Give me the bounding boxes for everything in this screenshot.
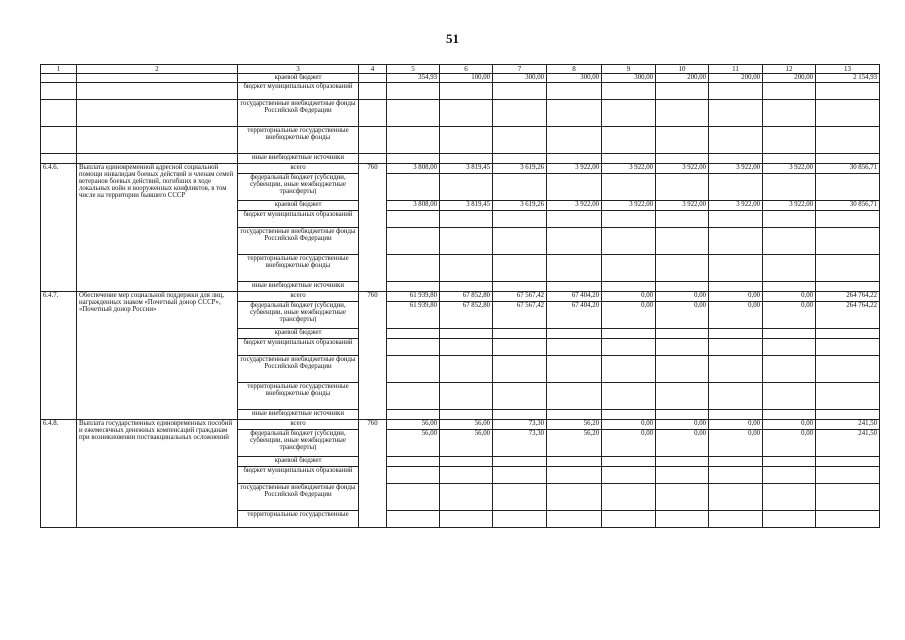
item-name: [77, 74, 238, 83]
value-cell: [440, 174, 493, 201]
value-cell: [816, 356, 880, 383]
column-header: 12: [763, 65, 816, 74]
value-cell: [547, 383, 602, 410]
column-header: 10: [656, 65, 709, 74]
executor-code: 760: [359, 164, 387, 292]
value-cell: [602, 100, 656, 127]
table-row: [41, 154, 880, 164]
column-header: 4: [359, 65, 387, 74]
value-cell: [440, 484, 493, 511]
value-cell: [547, 228, 602, 255]
value-cell: [709, 282, 763, 292]
funding-source: всего: [238, 292, 359, 302]
value-cell: [656, 100, 709, 127]
value-cell: [709, 467, 763, 484]
value-cell: [440, 329, 493, 339]
value-cell: 0,00: [709, 420, 763, 430]
value-cell: [602, 211, 656, 228]
value-cell: 3 922,00: [602, 201, 656, 211]
value-cell: 3 922,00: [547, 201, 602, 211]
funding-source: федеральный бюджет (субсидии, субвенции, иные межбюджетные трансферты): [238, 430, 359, 457]
value-cell: [547, 282, 602, 292]
value-cell: 67 404,20: [547, 302, 602, 329]
value-cell: [763, 211, 816, 228]
value-cell: 2 154,93: [816, 74, 880, 83]
value-cell: 73,30: [493, 430, 547, 457]
column-header: 11: [709, 65, 763, 74]
value-cell: [709, 127, 763, 154]
table-row: [41, 292, 880, 302]
value-cell: [387, 511, 440, 528]
funding-source: бюджет муниципальных образований: [238, 339, 359, 356]
value-cell: [387, 83, 440, 100]
value-cell: [602, 410, 656, 420]
value-cell: [493, 339, 547, 356]
value-cell: [440, 339, 493, 356]
value-cell: [709, 383, 763, 410]
value-cell: 0,00: [656, 420, 709, 430]
value-cell: [656, 282, 709, 292]
value-cell: [656, 383, 709, 410]
value-cell: 67 404,20: [547, 292, 602, 302]
value-cell: [547, 457, 602, 467]
item-code: [41, 154, 77, 164]
value-cell: [493, 484, 547, 511]
column-header: 3: [238, 65, 359, 74]
value-cell: [816, 457, 880, 467]
table-row: [41, 83, 880, 100]
value-cell: 67 852,80: [440, 302, 493, 329]
value-cell: [763, 484, 816, 511]
funding-source: всего: [238, 420, 359, 430]
value-cell: 3 808,00: [387, 201, 440, 211]
value-cell: 56,00: [387, 420, 440, 430]
executor-code: 760: [359, 292, 387, 420]
value-cell: [763, 282, 816, 292]
funding-source: территориальные государственные внебюджетные фонды: [238, 383, 359, 410]
value-cell: [547, 484, 602, 511]
value-cell: 3 819,45: [440, 164, 493, 174]
value-cell: [656, 127, 709, 154]
value-cell: [387, 356, 440, 383]
value-cell: 0,00: [656, 430, 709, 457]
value-cell: [547, 511, 602, 528]
value-cell: 3 619,26: [493, 164, 547, 174]
value-cell: [547, 100, 602, 127]
budget-table: [40, 64, 880, 528]
value-cell: 56,00: [387, 430, 440, 457]
value-cell: [656, 339, 709, 356]
value-cell: [387, 282, 440, 292]
value-cell: [656, 174, 709, 201]
value-cell: [547, 211, 602, 228]
value-cell: [440, 228, 493, 255]
value-cell: 241,50: [816, 420, 880, 430]
value-cell: [493, 356, 547, 383]
value-cell: [547, 467, 602, 484]
item-name: [77, 100, 238, 127]
table-row: [41, 420, 880, 430]
value-cell: [709, 329, 763, 339]
value-cell: 200,00: [656, 74, 709, 83]
value-cell: 354,93: [387, 74, 440, 83]
value-cell: [602, 467, 656, 484]
value-cell: 3 922,00: [547, 164, 602, 174]
value-cell: 100,00: [440, 74, 493, 83]
value-cell: 300,00: [493, 74, 547, 83]
value-cell: [602, 329, 656, 339]
value-cell: [493, 410, 547, 420]
value-cell: [709, 511, 763, 528]
column-header: 7: [493, 65, 547, 74]
item-name: [77, 83, 238, 100]
value-cell: [816, 383, 880, 410]
value-cell: [816, 467, 880, 484]
item-name: Обеспечение мер социальной поддержки для лиц, награжденных знаком «Почетный донор СССР», «Почетный донор России»: [77, 292, 238, 420]
value-cell: [816, 83, 880, 100]
value-cell: 0,00: [656, 292, 709, 302]
value-cell: [709, 255, 763, 282]
value-cell: [602, 511, 656, 528]
value-cell: [440, 467, 493, 484]
value-cell: [656, 457, 709, 467]
funding-source: бюджет муниципальных образований: [238, 211, 359, 228]
value-cell: 3 922,00: [602, 164, 656, 174]
funding-source: бюджет муниципальных образований: [238, 83, 359, 100]
value-cell: [709, 154, 763, 164]
value-cell: 200,00: [763, 74, 816, 83]
value-cell: [602, 383, 656, 410]
value-cell: [493, 100, 547, 127]
funding-source: федеральный бюджет (субсидии, субвенции, иные межбюджетные трансферты): [238, 174, 359, 201]
value-cell: 264 764,22: [816, 302, 880, 329]
value-cell: 264 764,22: [816, 292, 880, 302]
item-name: [77, 127, 238, 154]
funding-source: иные внебюджетные источники: [238, 282, 359, 292]
item-code: 6.4.7.: [41, 292, 77, 420]
value-cell: [656, 484, 709, 511]
value-cell: [493, 174, 547, 201]
value-cell: [763, 511, 816, 528]
value-cell: [816, 127, 880, 154]
value-cell: [709, 100, 763, 127]
value-cell: 67 567,42: [493, 292, 547, 302]
value-cell: 0,00: [709, 430, 763, 457]
value-cell: [547, 356, 602, 383]
value-cell: [387, 154, 440, 164]
table-row: [41, 127, 880, 154]
value-cell: [440, 457, 493, 467]
value-cell: 241,50: [816, 430, 880, 457]
value-cell: 56,20: [547, 420, 602, 430]
value-cell: [440, 83, 493, 100]
value-cell: [387, 467, 440, 484]
item-code: [41, 83, 77, 100]
value-cell: 0,00: [602, 302, 656, 329]
funding-source: территориальные государственные: [238, 511, 359, 528]
value-cell: [656, 511, 709, 528]
value-cell: [493, 83, 547, 100]
funding-source: краевой бюджет: [238, 457, 359, 467]
page-number: 51: [446, 31, 459, 46]
value-cell: [709, 484, 763, 511]
item-code: [41, 74, 77, 83]
value-cell: [816, 174, 880, 201]
value-cell: [656, 467, 709, 484]
table-row: [41, 74, 880, 83]
value-cell: 56,20: [547, 430, 602, 457]
value-cell: [493, 127, 547, 154]
value-cell: [709, 356, 763, 383]
column-header: 2: [77, 65, 238, 74]
value-cell: [816, 154, 880, 164]
column-header: 5: [387, 65, 440, 74]
item-code: [41, 100, 77, 127]
value-cell: [763, 383, 816, 410]
value-cell: [763, 329, 816, 339]
value-cell: [763, 154, 816, 164]
value-cell: [387, 211, 440, 228]
value-cell: [602, 127, 656, 154]
funding-source: краевой бюджет: [238, 74, 359, 83]
value-cell: [547, 255, 602, 282]
value-cell: [602, 356, 656, 383]
header-row: [41, 65, 880, 74]
value-cell: [440, 127, 493, 154]
value-cell: [763, 356, 816, 383]
value-cell: [656, 255, 709, 282]
value-cell: [602, 339, 656, 356]
value-cell: [602, 228, 656, 255]
value-cell: [763, 410, 816, 420]
value-cell: 300,00: [547, 74, 602, 83]
value-cell: 300,00: [602, 74, 656, 83]
value-cell: [602, 457, 656, 467]
executor-code: [359, 154, 387, 164]
value-cell: [387, 410, 440, 420]
value-cell: [387, 100, 440, 127]
funding-source: государственные внебюджетные фонды Российской Федерации: [238, 356, 359, 383]
value-cell: [440, 356, 493, 383]
value-cell: [709, 410, 763, 420]
funding-source: территориальные государственные внебюджетные фонды: [238, 255, 359, 282]
value-cell: 3 619,26: [493, 201, 547, 211]
value-cell: [547, 410, 602, 420]
value-cell: [387, 484, 440, 511]
executor-code: [359, 100, 387, 127]
value-cell: 200,00: [709, 74, 763, 83]
value-cell: [709, 228, 763, 255]
item-code: 6.4.6.: [41, 164, 77, 292]
value-cell: [547, 127, 602, 154]
value-cell: 3 922,00: [656, 201, 709, 211]
value-cell: [547, 83, 602, 100]
value-cell: [493, 282, 547, 292]
column-header: 8: [547, 65, 602, 74]
item-name: Выплата государственных единовременных пособий и ежемесячных денежных компенсаций гражданам при возникновении поствакцинальных осложнений: [77, 420, 238, 528]
value-cell: [816, 329, 880, 339]
value-cell: [763, 127, 816, 154]
value-cell: [816, 100, 880, 127]
value-cell: 67 567,42: [493, 302, 547, 329]
value-cell: [709, 339, 763, 356]
value-cell: [816, 511, 880, 528]
value-cell: 3 922,00: [656, 164, 709, 174]
table-row: [41, 100, 880, 127]
column-header: 13: [816, 65, 880, 74]
funding-source: территориальные государственные внебюджетные фонды: [238, 127, 359, 154]
value-cell: [387, 255, 440, 282]
funding-source: федеральный бюджет (субсидии, субвенции, иные межбюджетные трансферты): [238, 302, 359, 329]
value-cell: 3 922,00: [763, 164, 816, 174]
funding-source: государственные внебюджетные фонды Российской Федерации: [238, 484, 359, 511]
value-cell: [816, 339, 880, 356]
value-cell: [656, 356, 709, 383]
value-cell: [763, 457, 816, 467]
value-cell: [493, 383, 547, 410]
column-header: 1: [41, 65, 77, 74]
value-cell: [763, 339, 816, 356]
value-cell: [763, 255, 816, 282]
value-cell: [440, 282, 493, 292]
funding-source: государственные внебюджетные фонды Российской Федерации: [238, 100, 359, 127]
value-cell: [493, 255, 547, 282]
value-cell: [816, 282, 880, 292]
executor-code: [359, 83, 387, 100]
value-cell: [602, 255, 656, 282]
funding-source: государственные внебюджетные фонды Российской Федерации: [238, 228, 359, 255]
value-cell: [440, 410, 493, 420]
value-cell: [547, 174, 602, 201]
value-cell: [387, 457, 440, 467]
value-cell: [387, 228, 440, 255]
item-name: [77, 154, 238, 164]
column-header: 6: [440, 65, 493, 74]
value-cell: 0,00: [709, 292, 763, 302]
value-cell: 30 856,71: [816, 201, 880, 211]
funding-source: иные внебюджетные источники: [238, 154, 359, 164]
value-cell: [547, 329, 602, 339]
value-cell: 0,00: [602, 430, 656, 457]
value-cell: [656, 329, 709, 339]
value-cell: [440, 100, 493, 127]
value-cell: [656, 211, 709, 228]
value-cell: [763, 83, 816, 100]
value-cell: 3 819,45: [440, 201, 493, 211]
value-cell: [387, 339, 440, 356]
value-cell: [493, 228, 547, 255]
value-cell: 0,00: [763, 292, 816, 302]
value-cell: 0,00: [763, 302, 816, 329]
value-cell: [709, 211, 763, 228]
value-cell: [493, 467, 547, 484]
value-cell: [387, 329, 440, 339]
value-cell: 61 939,80: [387, 302, 440, 329]
value-cell: 0,00: [656, 302, 709, 329]
value-cell: [493, 457, 547, 467]
value-cell: 3 922,00: [709, 164, 763, 174]
executor-code: 760: [359, 420, 387, 528]
executor-code: [359, 74, 387, 83]
value-cell: [656, 83, 709, 100]
value-cell: 0,00: [709, 302, 763, 329]
value-cell: [440, 211, 493, 228]
value-cell: 67 852,80: [440, 292, 493, 302]
funding-source: краевой бюджет: [238, 329, 359, 339]
value-cell: [547, 154, 602, 164]
value-cell: [602, 174, 656, 201]
value-cell: [602, 484, 656, 511]
value-cell: 3 808,00: [387, 164, 440, 174]
item-code: [41, 127, 77, 154]
value-cell: [816, 211, 880, 228]
value-cell: 3 922,00: [763, 201, 816, 211]
value-cell: [656, 228, 709, 255]
item-code: 6.4.8.: [41, 420, 77, 528]
value-cell: 30 856,71: [816, 164, 880, 174]
value-cell: [656, 410, 709, 420]
value-cell: [387, 127, 440, 154]
value-cell: [440, 154, 493, 164]
value-cell: [763, 100, 816, 127]
value-cell: [440, 511, 493, 528]
value-cell: [816, 484, 880, 511]
value-cell: [387, 174, 440, 201]
value-cell: [763, 174, 816, 201]
value-cell: [709, 174, 763, 201]
value-cell: [493, 511, 547, 528]
value-cell: [602, 282, 656, 292]
value-cell: [547, 339, 602, 356]
value-cell: [493, 329, 547, 339]
value-cell: 0,00: [602, 420, 656, 430]
funding-source: краевой бюджет: [238, 201, 359, 211]
value-cell: [493, 211, 547, 228]
value-cell: [493, 154, 547, 164]
value-cell: [656, 154, 709, 164]
value-cell: [709, 83, 763, 100]
value-cell: [440, 383, 493, 410]
value-cell: [602, 83, 656, 100]
value-cell: 3 922,00: [709, 201, 763, 211]
value-cell: 56,00: [440, 430, 493, 457]
executor-code: [359, 127, 387, 154]
item-name: Выплата единовременной адресной социальной помощи инвалидам боевых действий и членам семей ветеранов боевых действий, погибших в ходе локальных войн и вооруженных конфликтов, в том числе на территории бывшего СССР: [77, 164, 238, 292]
value-cell: 0,00: [602, 292, 656, 302]
value-cell: [602, 154, 656, 164]
value-cell: 61 939,80: [387, 292, 440, 302]
value-cell: [763, 228, 816, 255]
value-cell: [763, 467, 816, 484]
value-cell: 0,00: [763, 420, 816, 430]
value-cell: 0,00: [763, 430, 816, 457]
funding-source: бюджет муниципальных образований: [238, 467, 359, 484]
funding-source: иные внебюджетные источники: [238, 410, 359, 420]
value-cell: [816, 228, 880, 255]
table-row: [41, 164, 880, 174]
value-cell: [709, 457, 763, 467]
value-cell: 56,00: [440, 420, 493, 430]
funding-source: всего: [238, 164, 359, 174]
value-cell: 73,30: [493, 420, 547, 430]
value-cell: [816, 410, 880, 420]
value-cell: [440, 255, 493, 282]
column-header: 9: [602, 65, 656, 74]
value-cell: [387, 383, 440, 410]
value-cell: [816, 255, 880, 282]
